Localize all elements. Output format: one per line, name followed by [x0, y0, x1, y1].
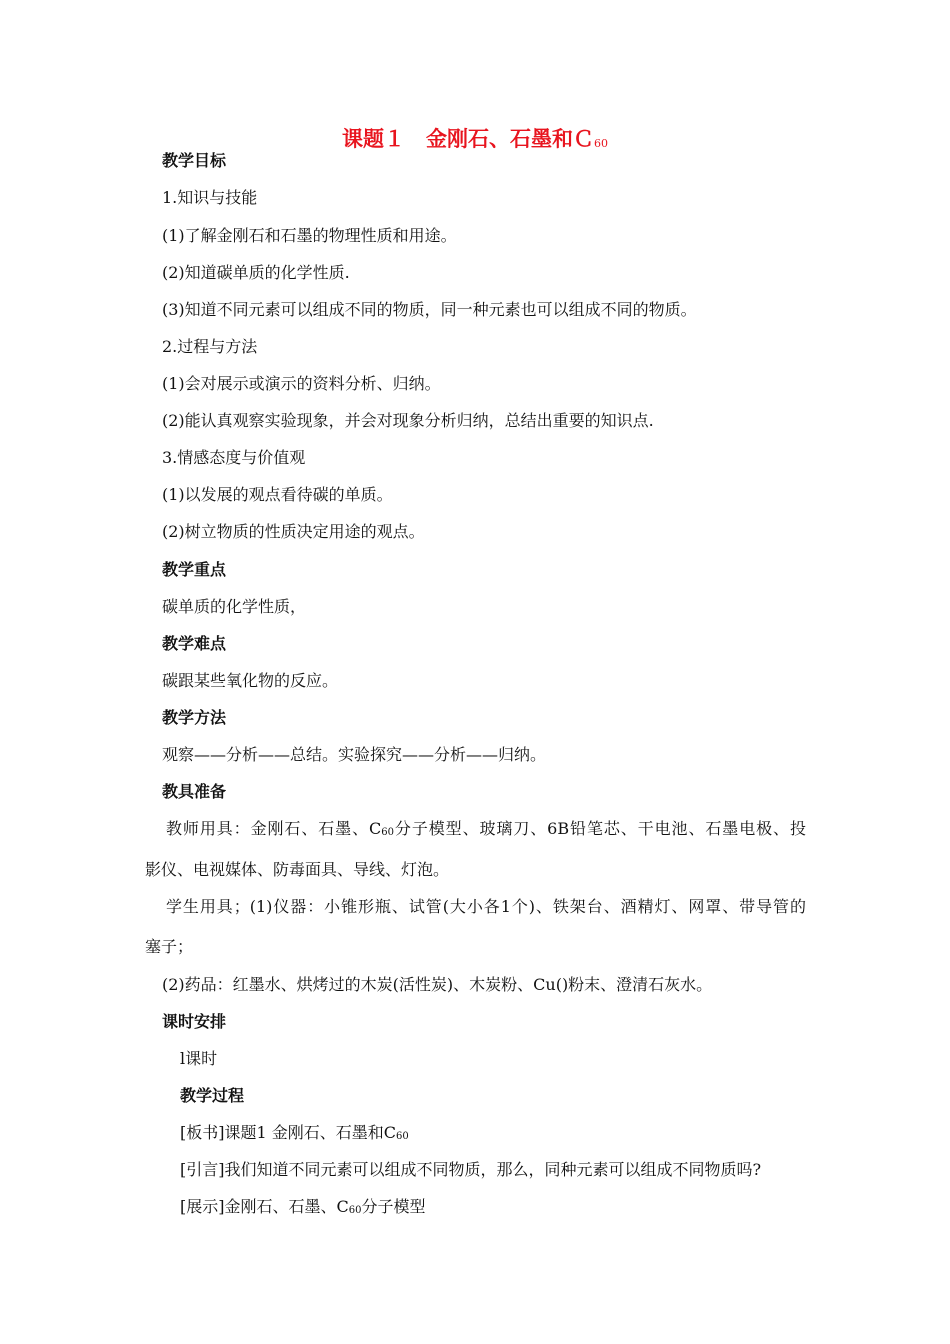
equipment-student-line-1: 学生用具；(1)仪器：小锥形瓶、试管(大小各1个)、铁架台、酒精灯、网罩、带导管的 [166, 897, 806, 916]
methods-text: 观察——分析——总结。实验探究——分析——归纳。 [162, 745, 547, 764]
process-board-text: [板书]课题1 金刚石、石墨和C [180, 1123, 396, 1142]
c60-subscript: 60 [348, 1205, 362, 1216]
c60-subscript: 60 [396, 1131, 409, 1142]
objectives-heading: 教学目标 [162, 151, 227, 170]
objectives-section-1-item: (2)知道碳单质的化学性质. [162, 263, 350, 282]
objectives-section-3-item: (1)以发展的观点看待碳的单质。 [162, 485, 393, 504]
objectives-section-2-title: 2.过程与方法 [162, 337, 258, 356]
objectives-section-3-title: 3.情感态度与价值观 [162, 448, 306, 467]
schedule-heading: 课时安排 [162, 1012, 227, 1031]
key-points-text: 碳单质的化学性质， [162, 597, 307, 616]
page-title [0, 126, 950, 157]
process-intro-line: [引言]我们知道不同元素可以组成不同物质，那么，同种元素可以组成不同物质吗? [180, 1160, 762, 1179]
equipment-student-line-3: (2)药品：红墨水、烘烤过的木炭(活性炭)、木炭粉、Cu()粉末、澄清石灰水。 [162, 975, 713, 994]
difficult-points-heading: 教学难点 [162, 634, 227, 653]
equipment-teacher-line-1 [166, 819, 806, 843]
process-show-line [180, 1197, 425, 1221]
process-show-text: [展示]金刚石、石墨、C [180, 1197, 349, 1216]
title-subscript: 60 [594, 137, 608, 150]
title-text: 课题１ 金刚石、石墨和Ｃ [342, 126, 594, 151]
process-board-line [180, 1123, 409, 1147]
equipment-heading: 教具准备 [162, 782, 227, 801]
difficult-points-text: 碳跟某些氧化物的反应。 [162, 671, 339, 690]
schedule-text: l课时 [180, 1049, 218, 1068]
objectives-section-1-title: 1.知识与技能 [162, 188, 258, 207]
objectives-section-1-item: (3)知道不同元素可以组成不同的物质，同一种元素也可以组成不同的物质。 [162, 300, 697, 319]
key-points-heading: 教学重点 [162, 560, 227, 579]
equipment-teacher-text: 教师用具：金刚石、石墨、C [166, 819, 382, 838]
methods-heading: 教学方法 [162, 708, 227, 727]
c60-subscript: 60 [381, 827, 394, 838]
equipment-teacher-text-cont: 分子模型、玻璃刀、6B铅笔芯、干电池、石墨电极、投 [394, 819, 806, 838]
process-heading: 教学过程 [180, 1086, 245, 1105]
objectives-section-3-item: (2)树立物质的性质决定用途的观点。 [162, 522, 425, 541]
objectives-section-2-item: (2)能认真观察实验现象，并会对现象分析归纳，总结出重要的知识点. [162, 411, 654, 430]
process-show-text-cont: 分子模型 [361, 1197, 426, 1216]
objectives-section-1-item: (1)了解金刚石和石墨的物理性质和用途。 [162, 226, 457, 245]
equipment-teacher-line-2: 影仪、电视媒体、防毒面具、导线、灯泡。 [145, 860, 450, 879]
objectives-section-2-item: (1)会对展示或演示的资料分析、归纳。 [162, 374, 441, 393]
equipment-student-line-2: 塞子； [145, 937, 194, 956]
